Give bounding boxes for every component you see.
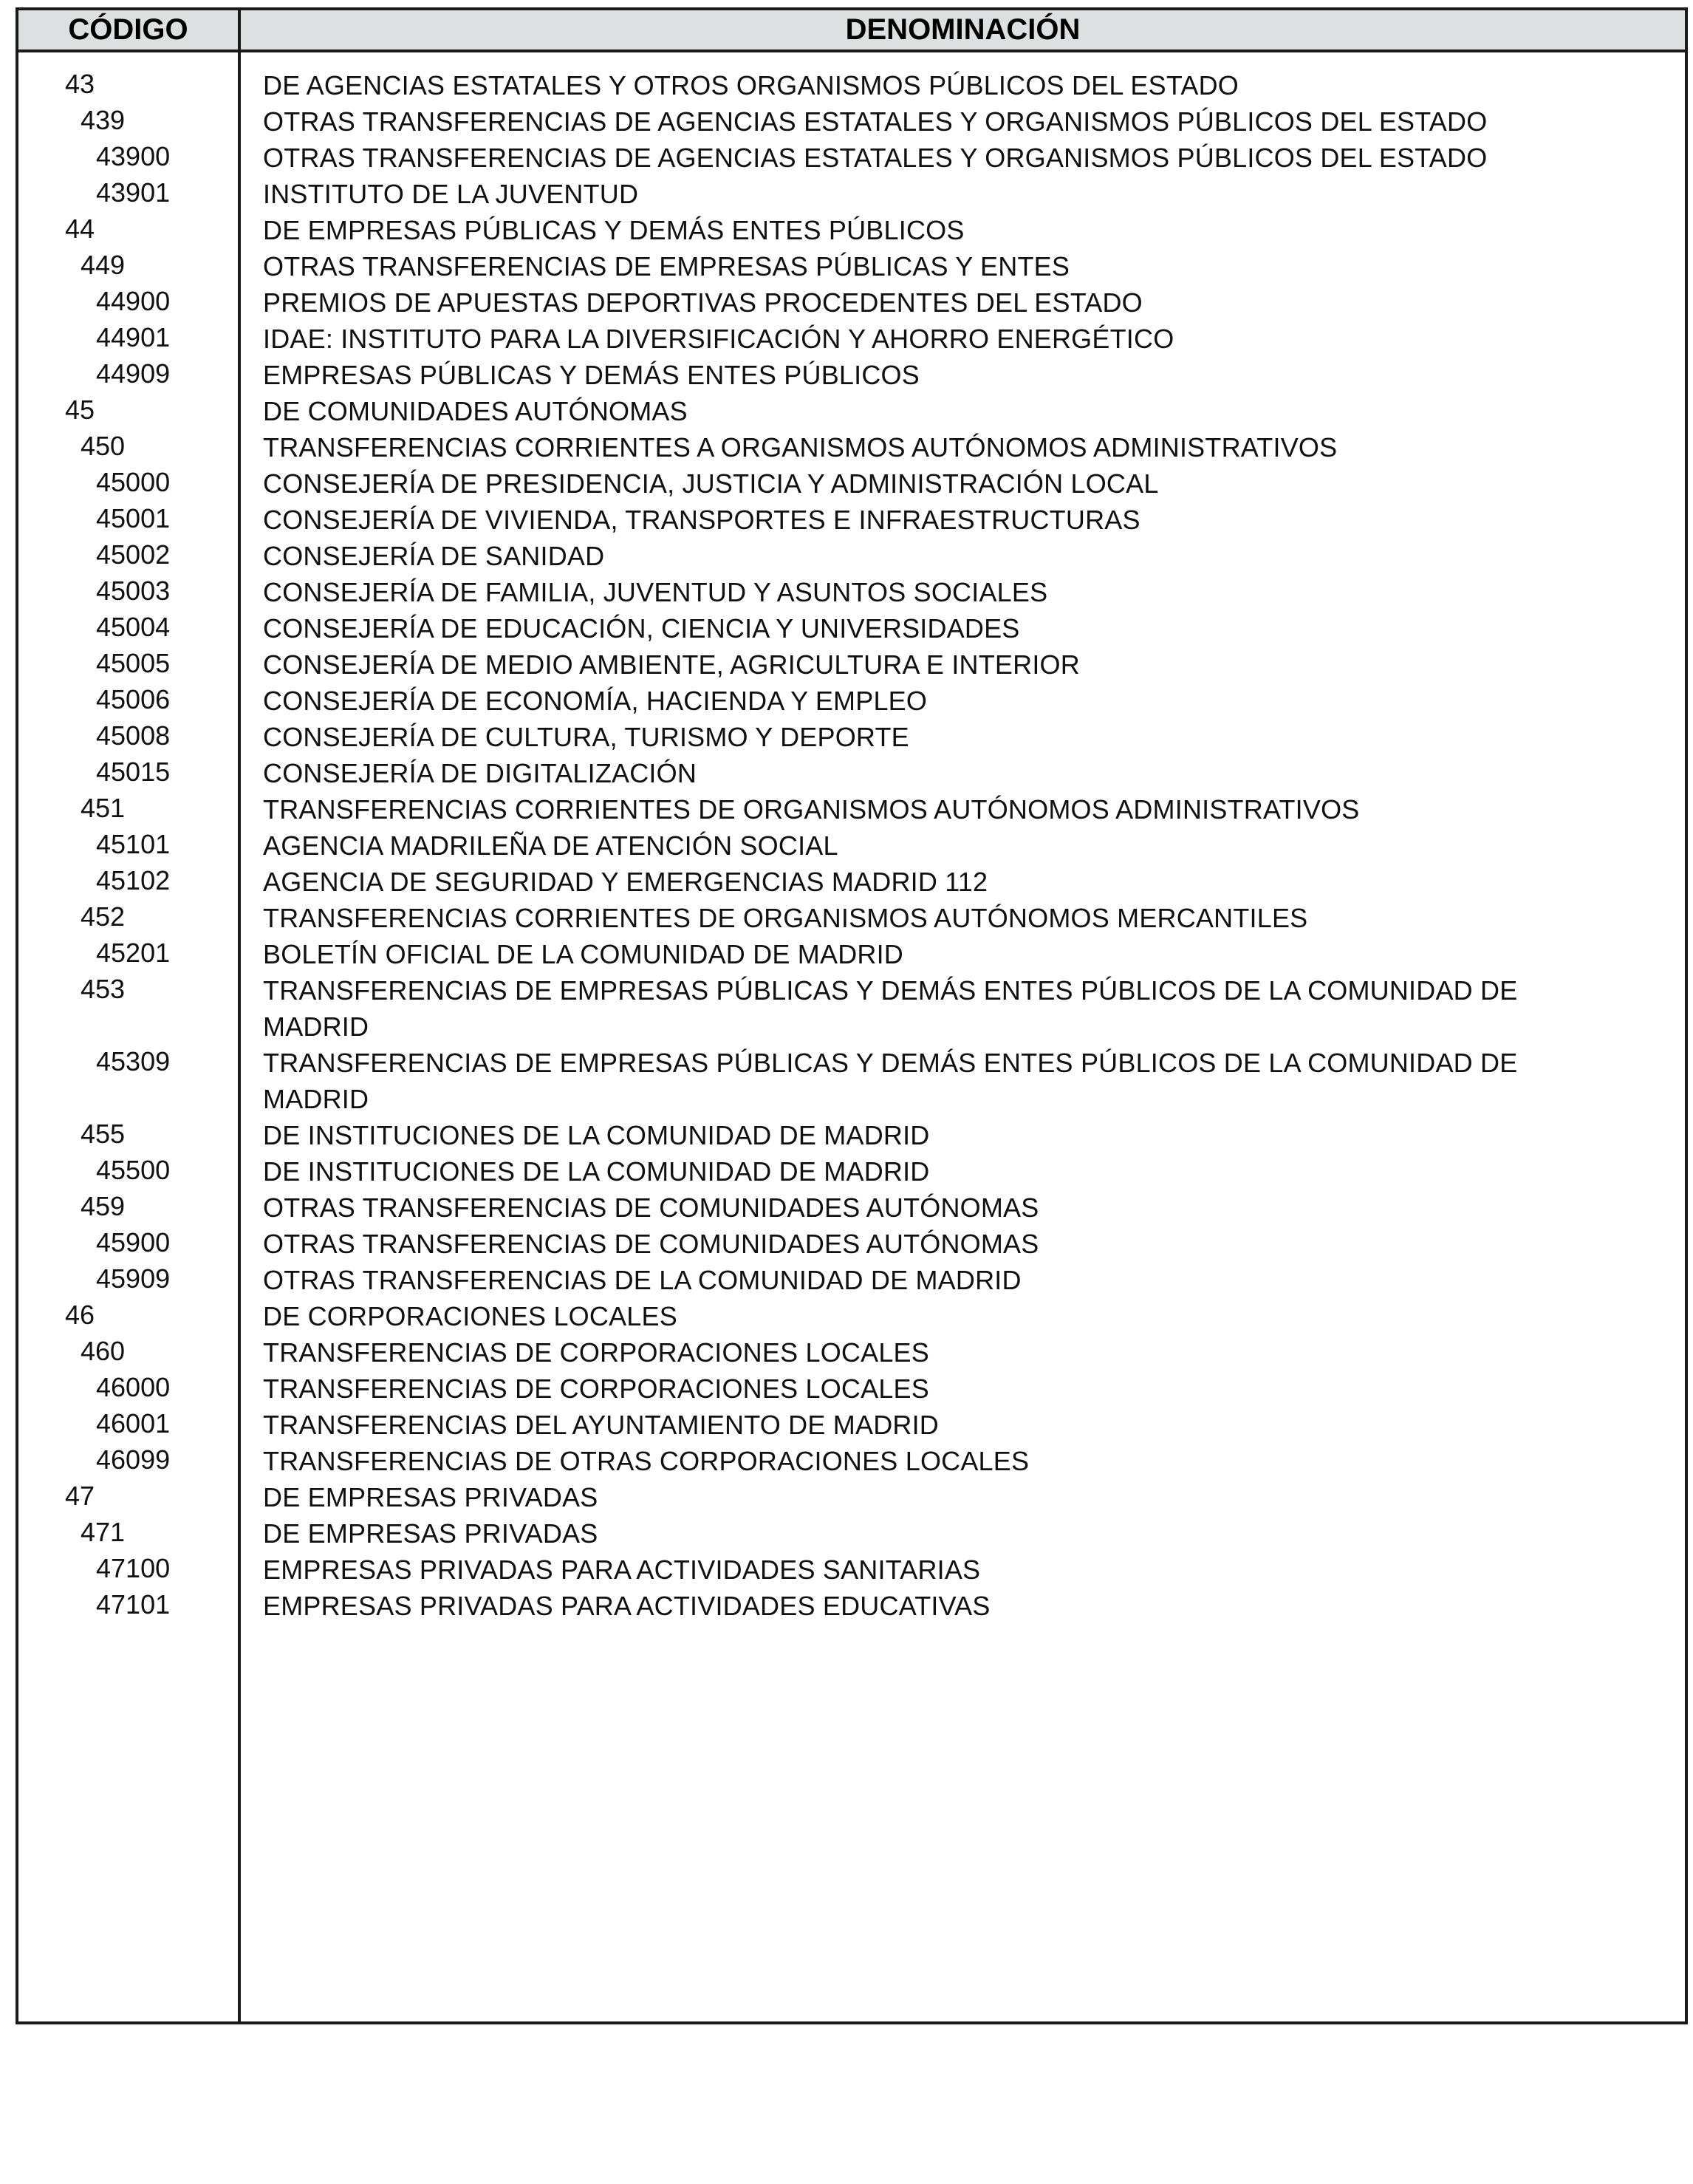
table-row (18, 864, 1685, 900)
row-code: 47101 (96, 1589, 171, 1620)
row-denomination: CONSEJERÍA DE VIVIENDA, TRANSPORTES E INFRAESTRUCTURAS (263, 505, 1140, 535)
row-denomination: OTRAS TRANSFERENCIAS DE COMUNIDADES AUTÓNOMAS (263, 1229, 1039, 1259)
row-code: 45309 (96, 1046, 171, 1076)
row-denomination: TRANSFERENCIAS DE EMPRESAS PÚBLICAS Y DEMÁS ENTES PÚBLICOS DE LA COMUNIDAD DE MADRID (263, 975, 1518, 1042)
row-code: 451 (81, 793, 126, 823)
table-row (18, 936, 1685, 972)
row-denomination: TRANSFERENCIAS CORRIENTES DE ORGANISMOS AUTÓNOMOS MERCANTILES (263, 903, 1308, 933)
row-code: 471 (81, 1517, 126, 1547)
row-code: 43901 (96, 177, 171, 208)
table-row (18, 284, 1685, 321)
row-denomination: TRANSFERENCIAS DEL AYUNTAMIENTO DE MADRID (263, 1410, 939, 1440)
row-code: 45006 (96, 684, 171, 714)
table-row (18, 610, 1685, 646)
table-row (18, 719, 1685, 755)
table-row (18, 1552, 1685, 1588)
table-row (18, 321, 1685, 357)
row-code: 45909 (96, 1263, 171, 1294)
row-denomination: DE INSTITUCIONES DE LA COMUNIDAD DE MADRID (263, 1156, 930, 1187)
row-code: 459 (81, 1191, 126, 1221)
row-denomination: TRANSFERENCIAS DE CORPORACIONES LOCALES (263, 1373, 929, 1404)
row-denomination: CONSEJERÍA DE ECONOMÍA, HACIENDA Y EMPLEO (263, 686, 928, 716)
column-header-name: DENOMINACIÓN (845, 13, 1081, 46)
row-denomination: PREMIOS DE APUESTAS DEPORTIVAS PROCEDENTES DEL ESTADO (263, 287, 1143, 318)
table-row (18, 1045, 1685, 1117)
row-denomination: EMPRESAS PRIVADAS PARA ACTIVIDADES SANITARIAS (263, 1555, 981, 1585)
row-denomination: DE EMPRESAS PRIVADAS (263, 1518, 598, 1549)
row-code: 45000 (96, 467, 171, 497)
row-code: 44 (65, 214, 95, 244)
table-row (18, 67, 1685, 103)
row-code: 44900 (96, 286, 171, 316)
table-row (18, 1226, 1685, 1262)
row-code: 45500 (96, 1155, 171, 1185)
table-row (18, 646, 1685, 683)
row-code: 43900 (96, 141, 171, 171)
row-code: 45005 (96, 648, 171, 678)
row-code: 439 (81, 105, 126, 135)
row-denomination: CONSEJERÍA DE DIGITALIZACIÓN (263, 758, 697, 788)
table-row (18, 212, 1685, 248)
table-row (18, 248, 1685, 284)
row-denomination: EMPRESAS PÚBLICAS Y DEMÁS ENTES PÚBLICOS (263, 360, 920, 390)
row-denomination: TRANSFERENCIAS DE CORPORACIONES LOCALES (263, 1337, 929, 1368)
table-row (18, 1443, 1685, 1479)
row-code: 46001 (96, 1408, 171, 1439)
row-denomination: CONSEJERÍA DE FAMILIA, JUVENTUD Y ASUNTOS SOCIALES (263, 577, 1048, 607)
row-denomination: TRANSFERENCIAS CORRIENTES DE ORGANISMOS AUTÓNOMOS ADMINISTRATIVOS (263, 794, 1360, 825)
row-code: 45008 (96, 720, 171, 751)
table-row (18, 393, 1685, 429)
row-code: 46000 (96, 1372, 171, 1402)
row-denomination: TRANSFERENCIAS DE OTRAS CORPORACIONES LOCALES (263, 1446, 1030, 1476)
row-denomination: IDAE: INSTITUTO PARA LA DIVERSIFICACIÓN Y AHORRO ENERGÉTICO (263, 324, 1174, 354)
table-row (18, 1153, 1685, 1190)
row-denomination: AGENCIA MADRILEÑA DE ATENCIÓN SOCIAL (263, 830, 838, 861)
table-row (18, 791, 1685, 827)
row-denomination: DE COMUNIDADES AUTÓNOMAS (263, 396, 688, 426)
table-row (18, 1117, 1685, 1153)
table-row (18, 972, 1685, 1045)
row-denomination: CONSEJERÍA DE CULTURA, TURISMO Y DEPORTE (263, 722, 909, 752)
table-row (18, 465, 1685, 502)
column-header-code: CÓDIGO (68, 13, 188, 46)
row-code: 46 (65, 1300, 95, 1330)
row-code: 453 (81, 974, 126, 1004)
table-row (18, 502, 1685, 538)
table-row (18, 755, 1685, 791)
table-row (18, 900, 1685, 936)
row-code: 43 (65, 69, 95, 99)
row-code: 45201 (96, 938, 171, 968)
row-denomination: DE AGENCIAS ESTATALES Y OTROS ORGANISMOS PÚBLICOS DEL ESTADO (263, 70, 1239, 100)
row-denomination: TRANSFERENCIAS DE EMPRESAS PÚBLICAS Y DEMÁS ENTES PÚBLICOS DE LA COMUNIDAD DE MADRID (263, 1048, 1518, 1114)
row-denomination: CONSEJERÍA DE EDUCACIÓN, CIENCIA Y UNIVERSIDADES (263, 613, 1020, 644)
row-code: 46099 (96, 1444, 171, 1475)
budget-code-table (16, 7, 1688, 2024)
table-row (18, 103, 1685, 140)
table-row (18, 140, 1685, 176)
table-row (18, 1262, 1685, 1298)
row-code: 44901 (96, 322, 171, 352)
table-row (18, 176, 1685, 212)
row-denomination: EMPRESAS PRIVADAS PARA ACTIVIDADES EDUCATIVAS (263, 1591, 991, 1621)
row-denomination: OTRAS TRANSFERENCIAS DE COMUNIDADES AUTÓNOMAS (263, 1192, 1039, 1223)
row-code: 45001 (96, 503, 171, 533)
row-code: 45002 (96, 539, 171, 570)
table-row (18, 429, 1685, 465)
row-denomination: OTRAS TRANSFERENCIAS DE LA COMUNIDAD DE MADRID (263, 1265, 1022, 1295)
table-body (18, 67, 1685, 1624)
table-row (18, 1298, 1685, 1334)
table-row (18, 1371, 1685, 1407)
row-code: 45003 (96, 576, 171, 606)
table-row (18, 1190, 1685, 1226)
row-denomination: TRANSFERENCIAS CORRIENTES A ORGANISMOS AUTÓNOMOS ADMINISTRATIVOS (263, 432, 1338, 463)
row-denomination: OTRAS TRANSFERENCIAS DE EMPRESAS PÚBLICAS Y ENTES (263, 251, 1070, 281)
row-code: 449 (81, 250, 126, 280)
row-code: 44909 (96, 358, 171, 389)
table-row (18, 1334, 1685, 1371)
row-code: 45 (65, 395, 95, 425)
row-code: 452 (81, 901, 126, 932)
table-row (18, 574, 1685, 610)
row-code: 455 (81, 1119, 126, 1149)
row-denomination: DE CORPORACIONES LOCALES (263, 1301, 677, 1331)
table-row (18, 1515, 1685, 1552)
table-row (18, 1407, 1685, 1443)
table-header (18, 10, 1685, 52)
row-code: 450 (81, 431, 126, 461)
row-denomination: INSTITUTO DE LA JUVENTUD (263, 179, 639, 209)
table-row (18, 683, 1685, 719)
row-code: 47 (65, 1481, 95, 1511)
row-code: 45102 (96, 865, 171, 895)
row-denomination: CONSEJERÍA DE SANIDAD (263, 541, 605, 571)
row-denomination: BOLETÍN OFICIAL DE LA COMUNIDAD DE MADRID (263, 939, 903, 969)
table-row (18, 1588, 1685, 1624)
row-code: 45004 (96, 612, 171, 642)
table-row (18, 1479, 1685, 1515)
table-row (18, 827, 1685, 864)
table-row (18, 538, 1685, 574)
row-denomination: AGENCIA DE SEGURIDAD Y EMERGENCIAS MADRID 112 (263, 867, 988, 897)
row-code: 47100 (96, 1553, 171, 1583)
row-denomination: OTRAS TRANSFERENCIAS DE AGENCIAS ESTATALES Y ORGANISMOS PÚBLICOS DEL ESTADO (263, 143, 1488, 173)
row-code: 45900 (96, 1227, 171, 1257)
row-denomination: CONSEJERÍA DE PRESIDENCIA, JUSTICIA Y ADMINISTRACIÓN LOCAL (263, 468, 1159, 499)
row-denomination: DE INSTITUCIONES DE LA COMUNIDAD DE MADRID (263, 1120, 930, 1150)
row-denomination: DE EMPRESAS PRIVADAS (263, 1482, 598, 1512)
row-code: 45101 (96, 829, 171, 859)
row-code: 45015 (96, 757, 171, 787)
row-denomination: OTRAS TRANSFERENCIAS DE AGENCIAS ESTATALES Y ORGANISMOS PÚBLICOS DEL ESTADO (263, 106, 1488, 137)
table-row (18, 357, 1685, 393)
row-denomination: DE EMPRESAS PÚBLICAS Y DEMÁS ENTES PÚBLICOS (263, 215, 965, 245)
row-denomination: CONSEJERÍA DE MEDIO AMBIENTE, AGRICULTURA E INTERIOR (263, 649, 1080, 680)
row-code: 460 (81, 1336, 126, 1366)
